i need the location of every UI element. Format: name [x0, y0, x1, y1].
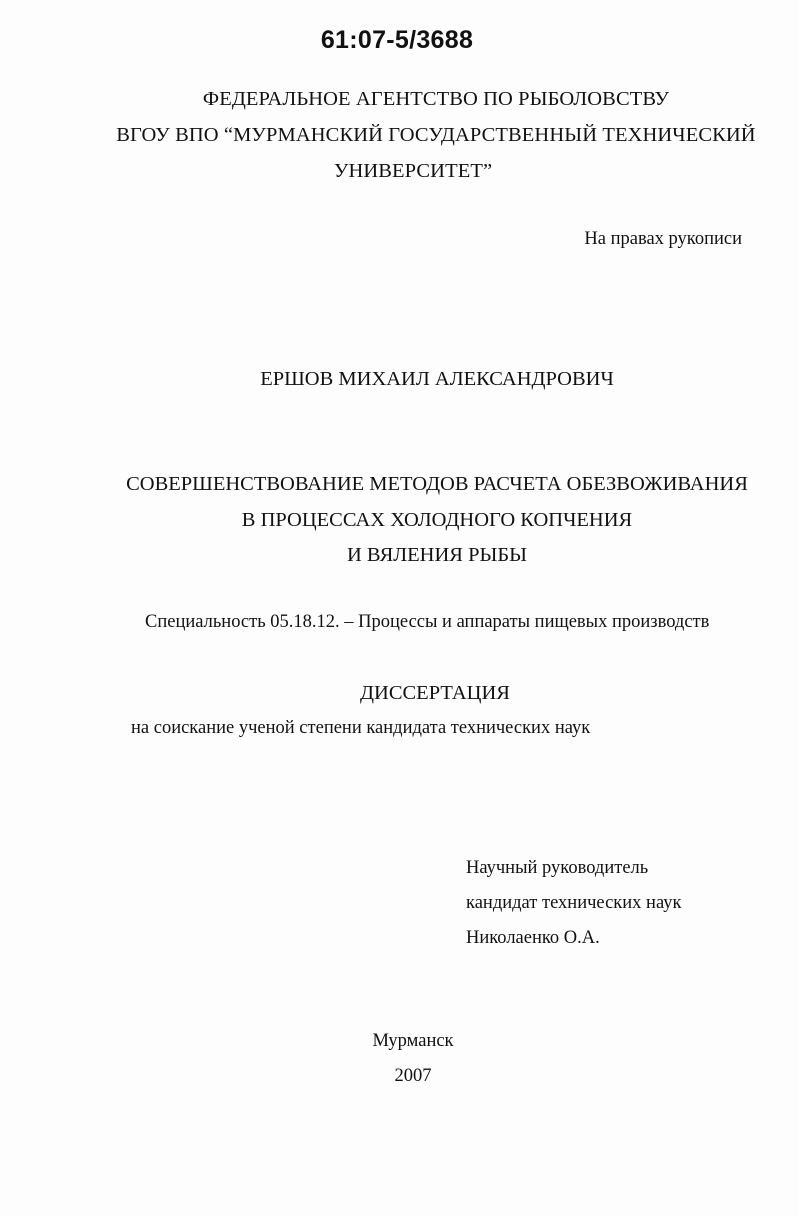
degree-sought: на соискание ученой степени кандидата технических наук [131, 718, 591, 738]
archive-code: 61:07-5/3688 [320, 26, 474, 54]
dissertation-title-line-2: В ПРОЦЕССАХ ХОЛОДНОГО КОПЧЕНИЯ [241, 509, 633, 531]
document-type: ДИССЕРТАЦИЯ [360, 682, 510, 704]
organization-line-1: ФЕДЕРАЛЬНОЕ АГЕНТСТВО ПО РЫБОЛОВСТВУ [202, 88, 670, 110]
dissertation-title-line-1: СОВЕРШЕНСТВОВАНИЕ МЕТОДОВ РАСЧЕТА ОБЕЗВОЖИВАНИЯ [126, 473, 748, 495]
manuscript-rights-note: На правах рукописи [584, 229, 742, 249]
year: 2007 [394, 1066, 432, 1086]
supervisor-name: Николаенко О.А. [466, 928, 600, 948]
dissertation-title-line-3: И ВЯЛЕНИЯ РЫБЫ [346, 544, 527, 566]
supervisor-degree: кандидат технических наук [466, 893, 682, 913]
organization-line-2: ВГОУ ВПО “МУРМАНСКИЙ ГОСУДАРСТВЕННЫЙ ТЕХНИЧЕСКИЙ [116, 124, 756, 146]
author-name: ЕРШОВ МИХАИЛ АЛЕКСАНДРОВИЧ [260, 368, 614, 390]
organization-line-3: УНИВЕРСИТЕТ” [333, 160, 493, 182]
city: Мурманск [372, 1031, 454, 1051]
specialty: Специальность 05.18.12. – Процессы и аппараты пищевых производств [145, 612, 710, 632]
supervisor-role: Научный руководитель [466, 858, 649, 878]
